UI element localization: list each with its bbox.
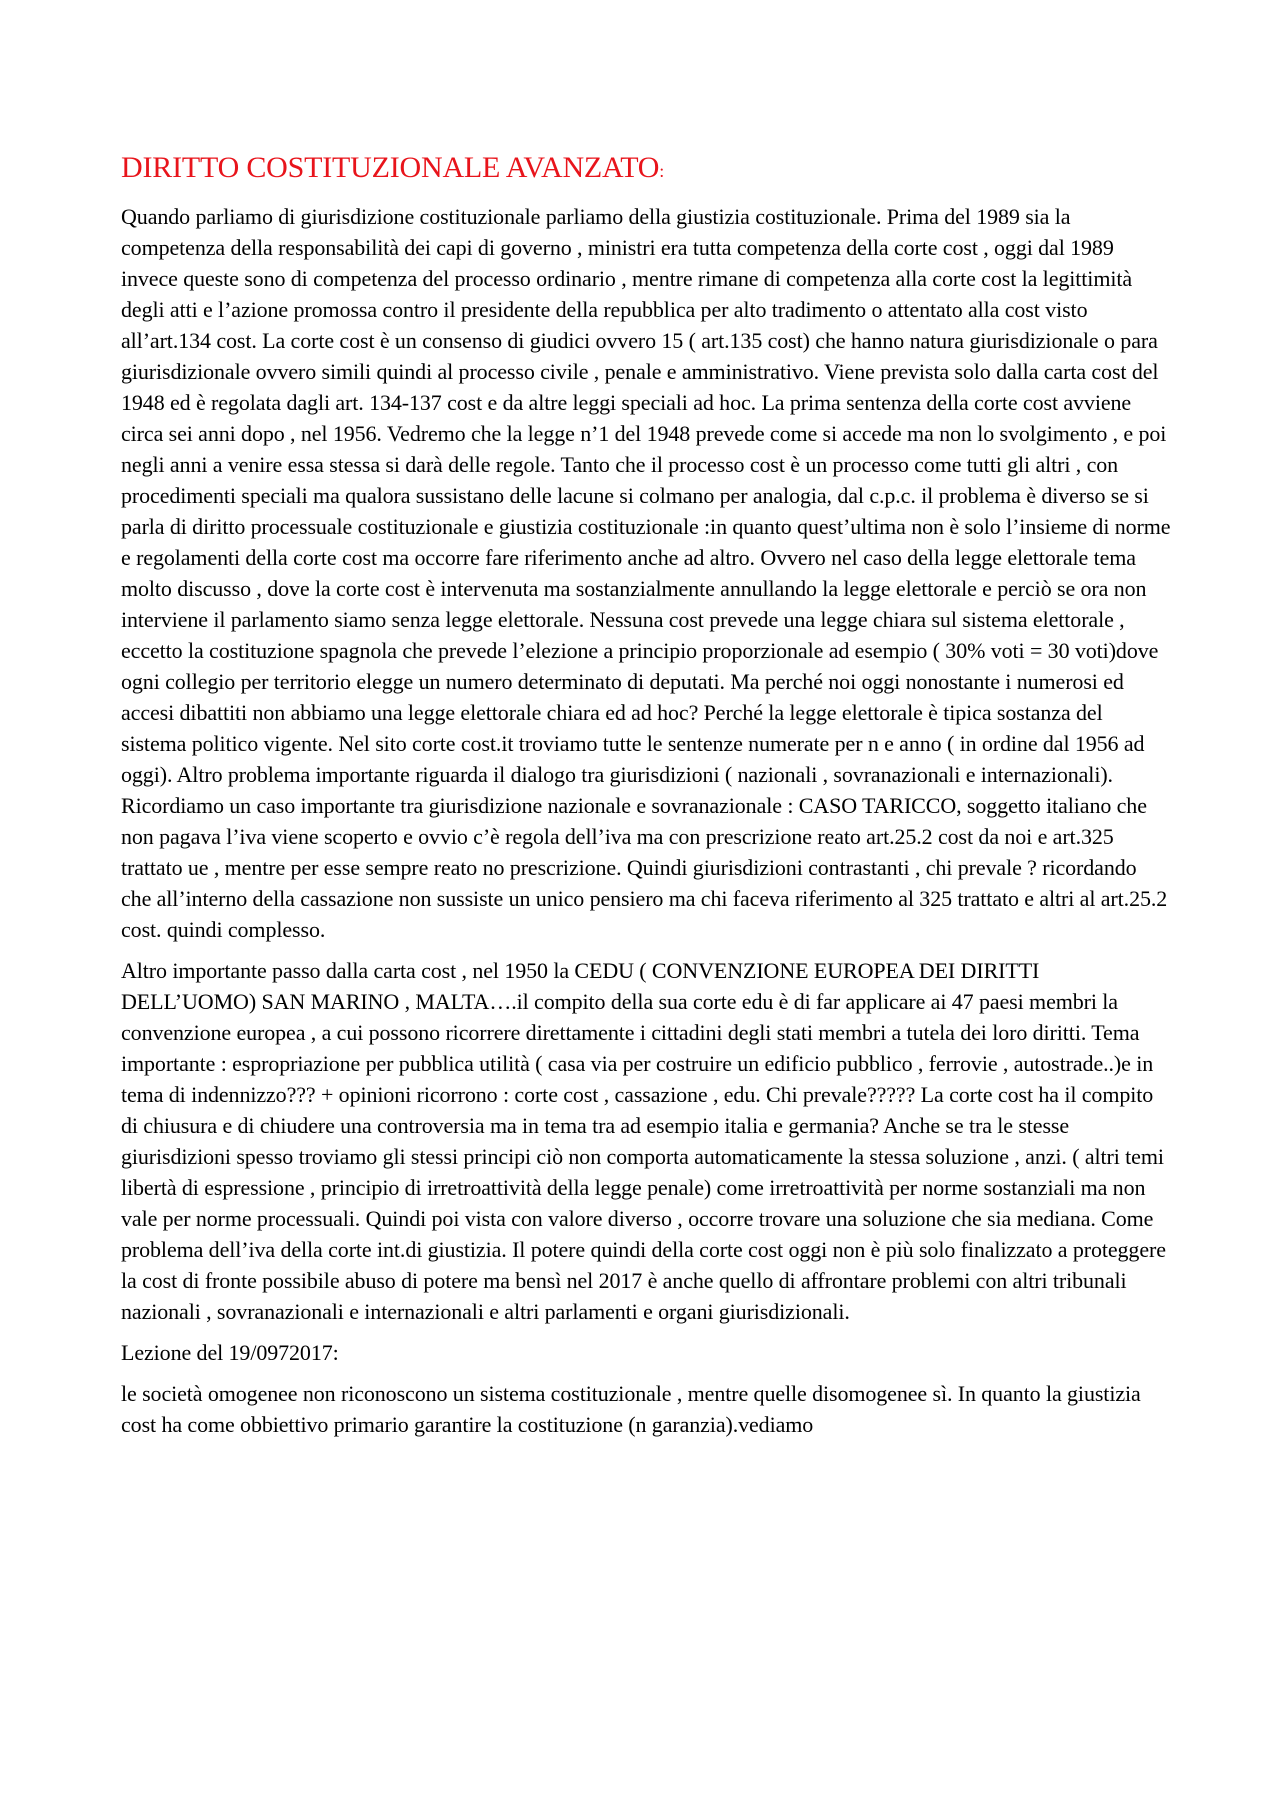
paragraph-cedu: Altro importante passo dalla carta cost , nel 1950 la CEDU ( CONVENZIONE EUROPEA DEI DIRITTI DELL’UOMO) SAN MARINO , MALTA….il compito della sua corte edu è di far applicare ai 47 paesi membri la convenzione europea , a cui possono ricorrere direttamente i cittadini degli stati membri a tutela dei loro diritti. Tema importante : espropriazione per pubblica utilità ( casa via per costruire un edificio pubblico , ferrovie , autostrade..)e in tema di indennizzo??? + opinioni ricorrono : corte cost , cassazione , edu. Chi prevale????? La corte cost ha il compito di chiusura e di chiudere una controversia ma in tema tra ad esempio italia e germania? Anche se tra le stesse giurisdizioni spesso troviamo gli stessi principi ciò non comporta automaticamente la stessa soluzione , anzi. ( altri temi libertà di espressione , principio di irretroattività della legge penale) come irretroattività per norme sostanziali ma non vale per norme processuali. Quindi poi vista con valore diverso , occorre trovare una soluzione che sia mediana. Come problema dell’iva della corte int.di giustizia. Il potere quindi della corte cost oggi non è più solo finalizzato a proteggere la cost di fronte possibile abuso di potere ma bensì nel 2017 è anche quello di affrontare problemi con altri tribunali nazionali , sovranazionali e internazionali e altri parlamenti e organi giurisdizionali.: [121, 958, 1166, 1324]
paragraph-intro: Quando parliamo di giurisdizione costituzionale parliamo della giustizia costituzionale. Prima del 1989 sia la competenza della responsabilità dei capi di governo , ministri era tutta competenza della corte cost , oggi dal 1989 invece queste sono di competenza del processo ordinario , mentre rimane di competenza alla corte cost la legittimità degli atti e l’azione promossa contro il presidente della repubblica per alto tradimento o attentato alla cost visto all’art.134 cost. La corte cost è un consenso di giudici ovvero 15 ( art.135 cost) che hanno natura giurisdizionale o para giurisdizionale ovvero simili quindi al processo civile , penale e amministrativo. Viene prevista solo dalla carta cost del 1948 ed è regolata dagli art. 134-137 cost e da altre leggi speciali ad hoc. La prima sentenza della corte cost avviene circa sei anni dopo , nel 1956. Vedremo che la legge n’1 del 1948 prevede come si accede ma non lo svolgimento , e poi negli anni a venire essa stessa si darà delle regole. Tanto che il processo cost è un processo come tutti gli altri , con procedimenti speciali ma qualora sussistano delle lacune si colmano per analogia, dal c.p.c. il problema è diverso se si parla di diritto processuale costituzionale e giustizia costituzionale :in quanto quest’ultima non è solo l’insieme di norme e regolamenti della corte cost ma occorre fare riferimento anche ad altro. Ovvero nel caso della legge elettorale tema molto discusso , dove la corte cost è intervenuta ma sostanzialmente annullando la legge elettorale e perciò se ora non interviene il parlamento siamo senza legge elettorale. Nessuna cost prevede una legge chiara sul sistema elettorale , eccetto la costituzione spagnola che prevede l’elezione a principio proporzionale ad esempio ( 30% voti = 30 voti)dove ogni collegio per territorio elegge un numero determinato di deputati. Ma perché noi oggi nonostante i numerosi ed accesi dibattiti non abbiamo una legge elettorale chiara ed ad hoc? Perché la legge elettorale è tipica sostanza del sistema politico vigente. Nel sito corte cost.it troviamo tutte le sentenze numerate per n e anno ( in ordine dal 1956 ad oggi). Altro problema importante riguarda il dialogo tra giurisdizioni ( nazionali , sovranazionali e internazionali). Ricordiamo un caso importante tra giurisdizione nazionale e sovranazionale : CASO TARICCO, soggetto italiano che non pagava l’iva viene scoperto e ovvio c’è regola dell’iva ma con prescrizione reato art.25.2 cost da noi e art.325 trattato ue , mentre per esse sempre reato no prescrizione. Quindi giurisdizioni contrastanti , chi prevale ? ricordando che all’interno della cassazione non sussiste un unico pensiero ma chi faceva riferimento al 325 trattato e altri al art.25.2 cost. quindi complesso.: [121, 204, 1171, 942]
title-text: DIRITTO COSTITUZIONALE AVANZATO: [121, 151, 660, 184]
title-suffix: :: [659, 161, 665, 181]
lesson-heading: Lezione del 19/0972017:: [121, 1340, 339, 1365]
document-page: [121, 148, 1171, 1450]
document-title: [121, 148, 1171, 191]
paragraph-lesson: le società omogenee non riconoscono un sistema costituzionale , mentre quelle disomogenee sì. In quanto la giustizia cost ha come obbiettivo primario garantire la costituzione (n garanzia).vediamo: [121, 1381, 1141, 1437]
